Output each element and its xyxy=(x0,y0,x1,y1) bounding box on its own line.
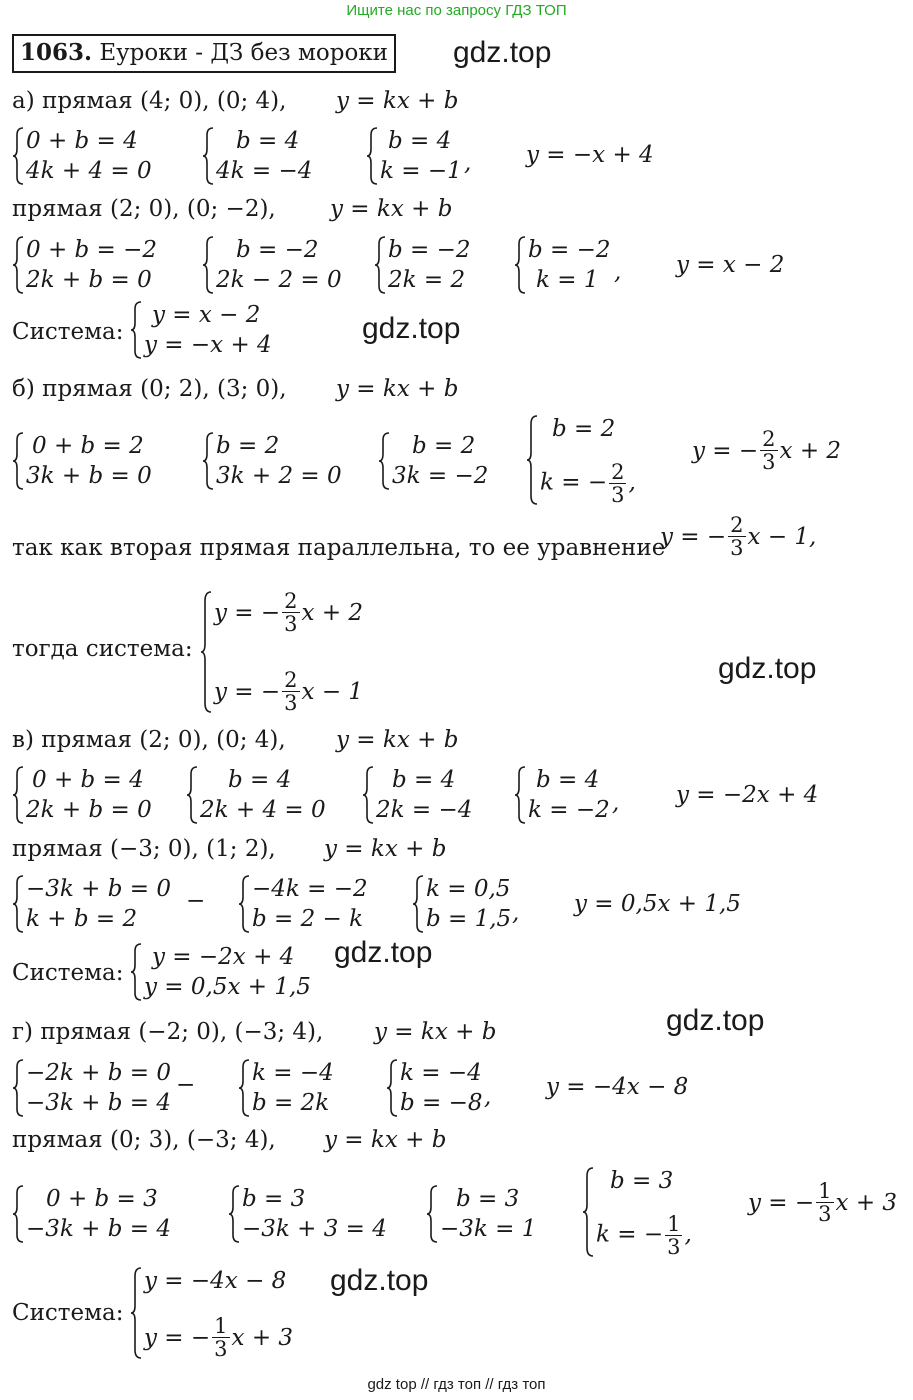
part-b-line1-label: б) прямая (0; 2), (3; 0), xyxy=(12,376,287,402)
brace-icon xyxy=(386,1058,398,1118)
minus-sign: − xyxy=(176,1072,196,1098)
system-row: 4k + 4 = 0 xyxy=(26,158,152,184)
fraction-denominator: 3 xyxy=(762,450,776,474)
system-row: b = 3 xyxy=(242,1186,306,1212)
part-c-line2-eq: y = kx + b xyxy=(324,836,447,862)
brace-icon xyxy=(514,765,526,825)
system-row xyxy=(596,1213,692,1258)
part-a-system-3 xyxy=(366,126,462,186)
system-row: 2k = −4 xyxy=(376,797,473,823)
brace-icon xyxy=(362,765,374,825)
system-row: 0 + b = 4 xyxy=(32,767,144,793)
part-b-parallel-text: так как вторая прямая параллельна, то ее уравнение xyxy=(12,535,666,561)
system-row: −3k + b = 4 xyxy=(26,1090,171,1116)
comma: , xyxy=(614,259,622,285)
fraction-denominator: 3 xyxy=(284,612,298,636)
minus-sign: − xyxy=(186,888,206,914)
system-row: b = −2 xyxy=(388,237,471,263)
part-a-line2-eq: y = kx + b xyxy=(330,196,453,222)
brace-icon xyxy=(228,1184,240,1244)
part-d-system-6 xyxy=(426,1184,536,1244)
system-row: y = −4x − 8 xyxy=(144,1268,287,1294)
system-row: b = 2 xyxy=(216,433,280,459)
eq-prefix: y = − xyxy=(660,523,727,550)
brace-icon xyxy=(202,235,214,295)
result-suffix: x + 3 xyxy=(835,1189,898,1216)
brace-icon xyxy=(378,431,390,491)
part-d-line1-label: г) прямая (−2; 0), (−3; 4), xyxy=(12,1019,324,1045)
part-a-line1-eq: y = kx + b xyxy=(336,88,459,114)
brace-icon xyxy=(12,431,24,491)
part-b-then-label: тогда система: xyxy=(12,636,193,662)
part-a-line2-label: прямая (2; 0), (0; −2), xyxy=(12,196,276,222)
part-c-line2-label: прямая (−3; 0), (1; 2), xyxy=(12,836,276,862)
part-d-system-1 xyxy=(12,1058,171,1118)
brace-icon xyxy=(186,765,198,825)
comma: , xyxy=(684,1221,692,1248)
system-row: 2k − 2 = 0 xyxy=(216,267,342,293)
system-row: y = 0,5x + 1,5 xyxy=(144,974,311,1000)
system-row: y = −2x + 4 xyxy=(152,944,295,970)
fraction-denominator: 3 xyxy=(284,691,298,715)
system-row: 0 + b = 2 xyxy=(32,433,144,459)
system-row: b = 4 xyxy=(536,767,600,793)
result-suffix: x + 2 xyxy=(779,437,842,464)
row-prefix: k = − xyxy=(596,1221,664,1248)
system-row: b = 3 xyxy=(610,1168,674,1194)
system-row: 2k + b = 0 xyxy=(26,797,152,823)
brace-icon xyxy=(202,431,214,491)
part-a-system-6 xyxy=(374,235,471,295)
system-row: 3k + 2 = 0 xyxy=(216,463,342,489)
fraction-numerator: 1 xyxy=(214,1314,228,1338)
fraction-numerator: 2 xyxy=(730,513,744,537)
part-c-system-3 xyxy=(362,765,472,825)
system-row xyxy=(144,1315,293,1360)
exercise-title-text: Еуроки - ДЗ без мороки xyxy=(99,40,389,66)
system-row: k + b = 2 xyxy=(26,906,138,932)
footer-links[interactable]: gdz top // гдз топ // гдз топ xyxy=(367,1376,546,1393)
brace-icon xyxy=(12,235,24,295)
row-suffix: x + 2 xyxy=(301,599,364,626)
brace-icon xyxy=(366,126,378,186)
part-a-system-7 xyxy=(514,235,611,295)
watermark: gdz.top xyxy=(453,36,552,69)
system-row: b = 3 xyxy=(456,1186,520,1212)
system-row: −3k = 1 xyxy=(440,1216,537,1242)
system-row: k = −4 xyxy=(252,1060,334,1086)
brace-icon xyxy=(202,126,214,186)
fraction-numerator: 1 xyxy=(667,1212,681,1236)
part-a-system-5 xyxy=(202,235,342,295)
system-row: b = 2 xyxy=(412,433,476,459)
system-row: 3k = −2 xyxy=(392,463,489,489)
system-row: −3k + 3 = 4 xyxy=(242,1216,387,1242)
system-row: k = 0,5 xyxy=(426,876,511,902)
brace-icon xyxy=(526,414,538,506)
system-row: −4k = −2 xyxy=(252,876,368,902)
part-c-system-6 xyxy=(238,874,368,934)
system-row: −3k + b = 0 xyxy=(26,876,171,902)
part-b-system-3 xyxy=(378,431,488,491)
part-c-system-1 xyxy=(12,765,152,825)
brace-icon xyxy=(200,590,212,714)
system-row: −3k + b = 4 xyxy=(26,1216,171,1242)
system-row: b = 2 − k xyxy=(252,906,364,932)
part-a-line1-label: а) прямая (4; 0), (0; 4), xyxy=(12,88,287,114)
part-b-line1-eq: y = kx + b xyxy=(336,376,459,402)
system-row: b = 4 xyxy=(236,128,300,154)
part-d-system-3 xyxy=(386,1058,483,1118)
part-d-system-4 xyxy=(12,1184,171,1244)
part-c-system-7 xyxy=(412,874,511,934)
system-row: k = −4 xyxy=(400,1060,482,1086)
comma: , xyxy=(512,900,520,926)
fraction-numerator: 1 xyxy=(818,1179,832,1203)
part-b-final-system xyxy=(200,590,363,714)
system-row: 2k + 4 = 0 xyxy=(200,797,326,823)
part-b-system-4 xyxy=(526,414,636,506)
result-prefix: y = − xyxy=(692,437,759,464)
fraction-numerator: 2 xyxy=(284,589,298,613)
fraction-numerator: 2 xyxy=(611,460,625,484)
comma: , xyxy=(464,150,472,176)
exercise-title xyxy=(12,34,396,73)
result-prefix: y = − xyxy=(748,1189,815,1216)
part-c-result-1: y = −2x + 4 xyxy=(676,782,819,808)
part-d-system-2 xyxy=(238,1058,334,1118)
fraction-numerator: 2 xyxy=(284,668,298,692)
brace-icon xyxy=(130,1266,142,1360)
system-row: −2k + b = 0 xyxy=(26,1060,171,1086)
system-row: b = 4 xyxy=(392,767,456,793)
system-row xyxy=(214,669,363,714)
watermark: gdz.top xyxy=(362,312,461,345)
part-a-system-4 xyxy=(12,235,157,295)
fraction xyxy=(760,428,777,473)
row-suffix: x + 3 xyxy=(231,1324,294,1351)
row-suffix: x − 1 xyxy=(301,678,364,705)
brace-icon xyxy=(130,942,142,1002)
part-a-result-1: y = −x + 4 xyxy=(526,142,654,168)
part-d-line2-eq: y = kx + b xyxy=(324,1127,447,1153)
brace-icon xyxy=(374,235,386,295)
part-d-system-7 xyxy=(582,1166,692,1258)
part-c-system-5 xyxy=(12,874,171,934)
fraction xyxy=(212,1315,229,1360)
row-prefix: y = − xyxy=(214,678,281,705)
system-row xyxy=(540,461,636,506)
brace-icon xyxy=(426,1184,438,1244)
system-row: 0 + b = −2 xyxy=(26,237,158,263)
exercise-number: 1063. xyxy=(20,39,93,66)
comma: , xyxy=(484,1084,492,1110)
watermark: gdz.top xyxy=(334,936,433,969)
system-row: 2k = 2 xyxy=(388,267,466,293)
brace-icon xyxy=(582,1166,594,1258)
part-c-line1-eq: y = kx + b xyxy=(336,727,459,753)
part-b-system-1 xyxy=(12,431,152,491)
fraction-denominator: 3 xyxy=(667,1235,681,1259)
system-row: y = x − 2 xyxy=(152,302,261,328)
part-a-system-2 xyxy=(202,126,312,186)
system-row: b = 4 xyxy=(388,128,452,154)
part-c-result-2: y = 0,5x + 1,5 xyxy=(574,891,741,917)
top-banner[interactable]: Ищите нас по запросу ГДЗ ТОП xyxy=(346,2,567,19)
part-b-parallel-eq xyxy=(660,514,816,559)
fraction xyxy=(282,590,299,635)
fraction xyxy=(665,1213,682,1258)
part-a-result-2: y = x − 2 xyxy=(676,252,785,278)
part-b-system-2 xyxy=(202,431,342,491)
system-row: 4k = −4 xyxy=(216,158,313,184)
comma: , xyxy=(612,790,620,816)
part-b-result xyxy=(692,428,841,473)
part-c-line1-label: в) прямая (2; 0), (0; 4), xyxy=(12,727,286,753)
system-row: 0 + b = 4 xyxy=(26,128,138,154)
row-prefix: k = − xyxy=(540,469,608,496)
system-row: b = 1,5 xyxy=(426,906,512,932)
eq-suffix: x − 1, xyxy=(747,523,817,550)
fraction-denominator: 3 xyxy=(214,1337,228,1361)
brace-icon xyxy=(514,235,526,295)
brace-icon xyxy=(12,874,24,934)
fraction-denominator: 3 xyxy=(818,1202,832,1226)
part-c-final-system xyxy=(130,942,311,1002)
system-row: 3k + b = 0 xyxy=(26,463,152,489)
brace-icon xyxy=(238,1058,250,1118)
fraction-denominator: 3 xyxy=(611,483,625,507)
brace-icon xyxy=(130,300,142,360)
fraction xyxy=(728,514,745,559)
system-row: b = 4 xyxy=(228,767,292,793)
system-row: y = −x + 4 xyxy=(144,332,272,358)
system-row: b = 2 xyxy=(552,416,616,442)
part-d-result-1: y = −4x − 8 xyxy=(546,1074,689,1100)
part-a-system-label: Система: xyxy=(12,319,124,345)
fraction-denominator: 3 xyxy=(730,536,744,560)
system-row xyxy=(214,590,363,635)
fraction xyxy=(609,461,626,506)
fraction xyxy=(816,1180,833,1225)
system-row: k = −1 xyxy=(380,158,462,184)
part-a-final-system xyxy=(130,300,272,360)
system-row: k = 1 xyxy=(536,267,599,293)
system-row: 0 + b = 3 xyxy=(46,1186,158,1212)
part-d-system-5 xyxy=(228,1184,387,1244)
watermark: gdz.top xyxy=(718,652,817,685)
part-d-line2-label: прямая (0; 3), (−3; 4), xyxy=(12,1127,276,1153)
part-d-system-label: Система: xyxy=(12,1300,124,1326)
brace-icon xyxy=(12,126,24,186)
system-row: b = −8 xyxy=(400,1090,483,1116)
part-c-system-label: Система: xyxy=(12,960,124,986)
watermark: gdz.top xyxy=(666,1004,765,1037)
fraction xyxy=(282,669,299,714)
row-prefix: y = − xyxy=(144,1324,211,1351)
row-prefix: y = − xyxy=(214,599,281,626)
part-d-result-2 xyxy=(748,1180,897,1225)
system-row: b = 2k xyxy=(252,1090,330,1116)
system-row: b = −2 xyxy=(528,237,611,263)
part-c-system-4 xyxy=(514,765,610,825)
system-row: k = −2 xyxy=(528,797,610,823)
system-row: 2k + b = 0 xyxy=(26,267,152,293)
comma: , xyxy=(628,469,636,496)
part-d-line1-eq: y = kx + b xyxy=(374,1019,497,1045)
brace-icon xyxy=(412,874,424,934)
brace-icon xyxy=(12,1058,24,1118)
part-d-final-system xyxy=(130,1266,293,1360)
system-row: b = −2 xyxy=(236,237,319,263)
fraction-numerator: 2 xyxy=(762,427,776,451)
part-a-system-1 xyxy=(12,126,152,186)
part-c-system-2 xyxy=(186,765,326,825)
brace-icon xyxy=(12,1184,24,1244)
brace-icon xyxy=(12,765,24,825)
watermark: gdz.top xyxy=(330,1264,429,1297)
brace-icon xyxy=(238,874,250,934)
